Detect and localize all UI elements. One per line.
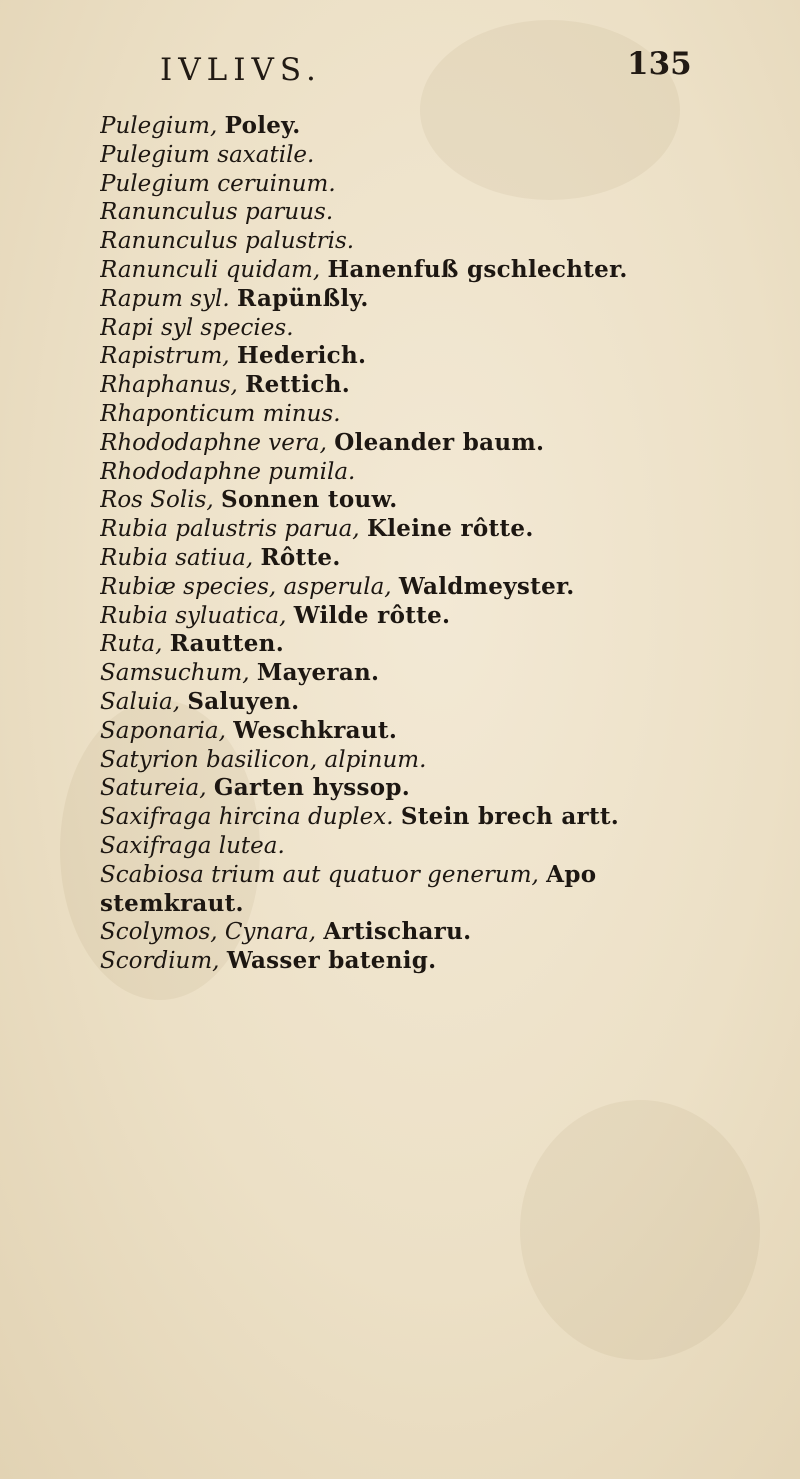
latin-name: Satureia, — [100, 775, 207, 802]
list-item — [100, 198, 780, 227]
plant-name-list — [100, 112, 780, 976]
latin-name: Ruta, — [100, 631, 163, 658]
vernacular-name: Weschkraut. — [233, 716, 398, 744]
list-item — [100, 227, 780, 256]
latin-name: Samsuchum, — [100, 660, 250, 687]
running-head: IVLIVS. — [160, 52, 322, 88]
latin-name: Scolymos, Cynara, — [100, 919, 317, 946]
list-item — [100, 602, 780, 631]
latin-name: Rubiæ species, asperula, — [100, 573, 392, 600]
latin-name: Rubia syluatica, — [100, 602, 287, 629]
list-item — [100, 861, 780, 890]
vernacular-name: Wasser batenig. — [226, 947, 437, 975]
latin-name: Pulegium saxatile. — [100, 141, 315, 168]
vernacular-name: Oleander baum. — [334, 428, 545, 456]
latin-name: Rhaphanus, — [100, 372, 238, 399]
latin-name: Saluia, — [100, 688, 181, 715]
vernacular-name: Wilde rôtte. — [293, 601, 451, 629]
vernacular-name: Sonnen touw. — [221, 486, 398, 514]
latin-name: Pulegium ceruinum. — [100, 170, 336, 197]
vernacular-name: Mayeran. — [256, 659, 380, 687]
list-item — [100, 515, 780, 544]
latin-name: Ranunculus paruus. — [100, 199, 334, 226]
list-item — [100, 285, 780, 314]
latin-name: Ros Solis, — [100, 487, 214, 514]
list-item — [100, 544, 780, 573]
list-item — [100, 803, 780, 832]
list-item — [100, 371, 780, 400]
latin-name: Saponaria, — [100, 717, 226, 744]
list-item — [100, 112, 780, 141]
latin-name: Rapum syl. — [100, 285, 230, 312]
latin-name: Ranunculus palustris. — [100, 228, 355, 255]
list-item — [100, 170, 780, 199]
latin-name: Rapistrum, — [100, 343, 230, 370]
vernacular-name: Hederich. — [236, 342, 367, 370]
list-item — [100, 630, 780, 659]
latin-name: Scabiosa trium aut quatuor generum, — [100, 861, 539, 888]
list-item — [100, 429, 780, 458]
list-item — [100, 659, 780, 688]
latin-name: Satyrion basilicon, alpinum. — [100, 746, 427, 773]
list-item — [100, 486, 780, 515]
vernacular-name: Rettich. — [245, 371, 351, 399]
paper-stain — [520, 1100, 760, 1360]
list-item — [100, 746, 780, 775]
latin-name: Rhaponticum minus. — [100, 400, 341, 427]
vernacular-name: Saluyen. — [187, 687, 300, 715]
vernacular-name: Rôtte. — [260, 543, 341, 571]
vernacular-name: Waldmeyster. — [398, 572, 575, 600]
list-item — [100, 717, 780, 746]
latin-name: Ranunculi quidam, — [100, 256, 321, 283]
list-item — [100, 400, 780, 429]
list-item — [100, 774, 780, 803]
vernacular-name: Apo — [546, 860, 597, 888]
vernacular-name: Rautten. — [169, 630, 284, 658]
list-item — [100, 458, 780, 487]
page-number: 135 — [627, 46, 692, 82]
vernacular-name: Artischaru. — [323, 918, 472, 946]
list-item — [100, 256, 780, 285]
latin-name: Rhododaphne pumila. — [100, 458, 356, 485]
vernacular-name: Kleine rôtte. — [366, 515, 534, 543]
latin-name: Pulegium, — [100, 113, 218, 139]
latin-name: Saxifraga lutea. — [100, 832, 285, 859]
vernacular-name: Garten hyssop. — [213, 774, 411, 802]
latin-name: Rubia satiua, — [100, 544, 254, 571]
vernacular-name: Stein brech artt. — [400, 803, 620, 831]
latin-name: Rhododaphne vera, — [100, 429, 327, 456]
vernacular-name: Poley. — [224, 112, 301, 139]
list-item — [100, 832, 780, 861]
list-item — [100, 141, 780, 170]
latin-name: Rapi syl species. — [100, 314, 294, 341]
list-item — [100, 947, 780, 976]
list-item — [100, 918, 780, 947]
list-item — [100, 573, 780, 602]
vernacular-name: stemkraut. — [100, 889, 244, 917]
latin-name: Scordium, — [100, 948, 220, 975]
vernacular-name: Rapünßly. — [237, 284, 369, 312]
list-item — [100, 688, 780, 717]
latin-name: Rubia palustris parua, — [100, 516, 360, 543]
list-item — [100, 890, 780, 919]
latin-name: Saxifraga hircina duplex. — [100, 804, 394, 831]
list-item — [100, 342, 780, 371]
vernacular-name: Hanenfuß gschlechter. — [327, 255, 628, 283]
list-item — [100, 314, 780, 343]
